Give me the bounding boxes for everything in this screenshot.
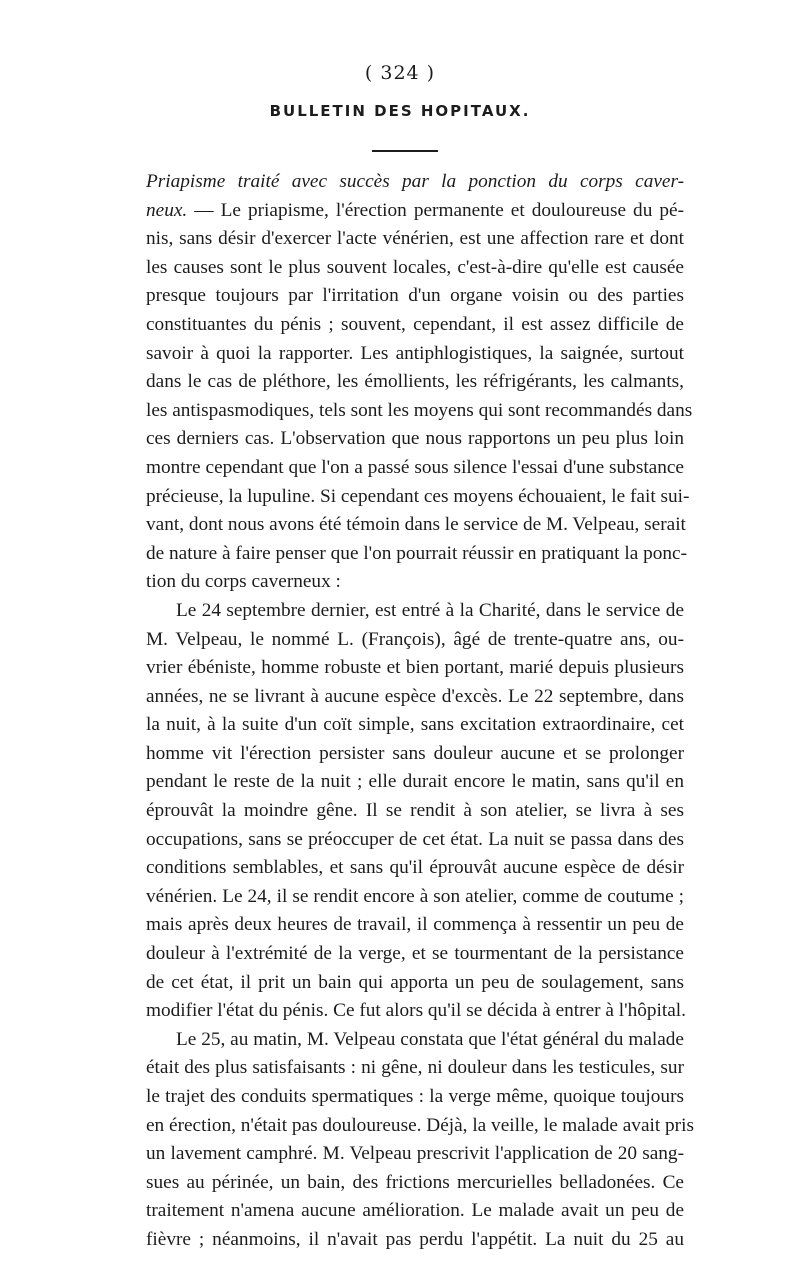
text-line: montre cependant que l'on a passé sous silence l'essai d'une substance [146, 456, 684, 478]
text-line: savoir à quoi la rapporter. Les antiphlogistiques, la saignée, surtout [146, 342, 684, 364]
text-line: tion du corps caverneux : [146, 571, 341, 593]
text-line: traitement n'amena aucune amélioration. Le malade avait un peu de [146, 1200, 684, 1222]
text-line: de cet état, il prit un bain qui apporta un peu de soulagement, sans [146, 971, 684, 993]
text-line: fièvre ; néanmoins, il n'avait pas perdu l'appétit. La nuit du 25 au [146, 1228, 684, 1250]
text-line: était des plus satisfaisants : ni gêne, ni douleur dans les testicules, sur [146, 1057, 684, 1079]
article-title-end: neux. [146, 199, 188, 221]
text-line: mais après deux heures de travail, il commença à ressentir un peu de [146, 914, 684, 936]
text-line: en érection, n'était pas douloureuse. Déjà, la veille, le malade avait pris [146, 1114, 694, 1136]
text-line [116, 197, 684, 226]
text-line: sues au périnée, un bain, des frictions mercurielles belladonées. Ce [146, 1171, 684, 1193]
text-line: conditions semblables, et sans qu'il éprouvât aucune espèce de désir [146, 857, 684, 879]
text-line: dans le cas de pléthore, les émollients, les réfrigérants, les calmants, [146, 371, 684, 393]
text-line: la nuit, à la suite d'un coït simple, sans excitation extraordinaire, cet [146, 714, 684, 736]
text-line: pendant le reste de la nuit ; elle durait encore le matin, sans qu'il en [146, 771, 684, 793]
text-line: modifier l'état du pénis. Ce fut alors qu'il se décida à entrer à l'hôpital. [146, 1000, 686, 1022]
paragraph-treatment [116, 1026, 694, 1255]
text-line: nis, sans désir d'exercer l'acte vénérien, est une affection rare et dont [146, 228, 684, 250]
text-line: Le 25, au matin, M. Velpeau constata que l'état général du malade [176, 1028, 684, 1050]
text-line: éprouvât la moindre gêne. Il se rendit à son atelier, se livra à ses [146, 800, 684, 822]
text-line: vant, dont nous avons été témoin dans le service de M. Velpeau, serait [146, 514, 686, 536]
text-line: vrier ébéniste, homme robuste et bien portant, marié depuis plusieurs [146, 657, 684, 679]
text-line: douleur à l'extrémité de la verge, et se tourmentant de la persistance [146, 943, 684, 965]
text-line: vénérien. Le 24, il se rendit encore à son atelier, comme de coutume ; [146, 885, 684, 907]
text-line: les antispasmodiques, tels sont les moyens qui sont recommandés dans [146, 399, 693, 421]
text-run: — Le priapisme, l'érection permanente et douloureuse du pé- [187, 199, 684, 221]
text-line: précieuse, la lupuline. Si cependant ces moyens échouaient, le fait sui- [146, 485, 690, 507]
text-line: M. Velpeau, le nommé L. (François), âgé de trente-quatre ans, ou- [146, 628, 684, 650]
text-line: le trajet des conduits spermatiques : la verge même, quoique toujours [146, 1086, 684, 1107]
running-head: BULLETIN DES HOPITAUX. [269, 102, 531, 120]
text-line: un lavement camphré. M. Velpeau prescrivit l'application de 20 sang- [146, 1143, 684, 1165]
text-line: homme vit l'érection persister sans douleur aucune et se prolonger [146, 742, 684, 764]
page-number: ( 324 ) [364, 62, 436, 84]
article-title-line: Priapisme traité avec succès par la ponction du corps caver- [146, 171, 684, 192]
text-line: années, ne se livrant à aucune espèce d'excès. Le 22 septembre, dans [146, 685, 684, 707]
text-line: constituantes du pénis ; souvent, cependant, il est assez difficile de [146, 313, 684, 335]
title-divider [372, 150, 438, 152]
text-line: de nature à faire penser que l'on pourrait réussir en pratiquant la ponc- [146, 542, 687, 564]
text-line: Le 24 septembre dernier, est entré à la Charité, dans le service de [176, 599, 684, 621]
text-line: presque toujours par l'irritation d'un organe voisin ou des parties [146, 285, 684, 307]
text-line: les causes sont le plus souvent locales, c'est-à-dire qu'elle est causée [146, 256, 684, 278]
paragraph-case [116, 597, 684, 1026]
article-body [116, 168, 694, 1255]
paragraph-intro [116, 168, 693, 597]
text-line: ces derniers cas. L'observation que nous rapportons un peu plus loin [146, 428, 684, 450]
text-line: occupations, sans se préoccuper de cet état. La nuit se passa dans des [146, 828, 684, 850]
